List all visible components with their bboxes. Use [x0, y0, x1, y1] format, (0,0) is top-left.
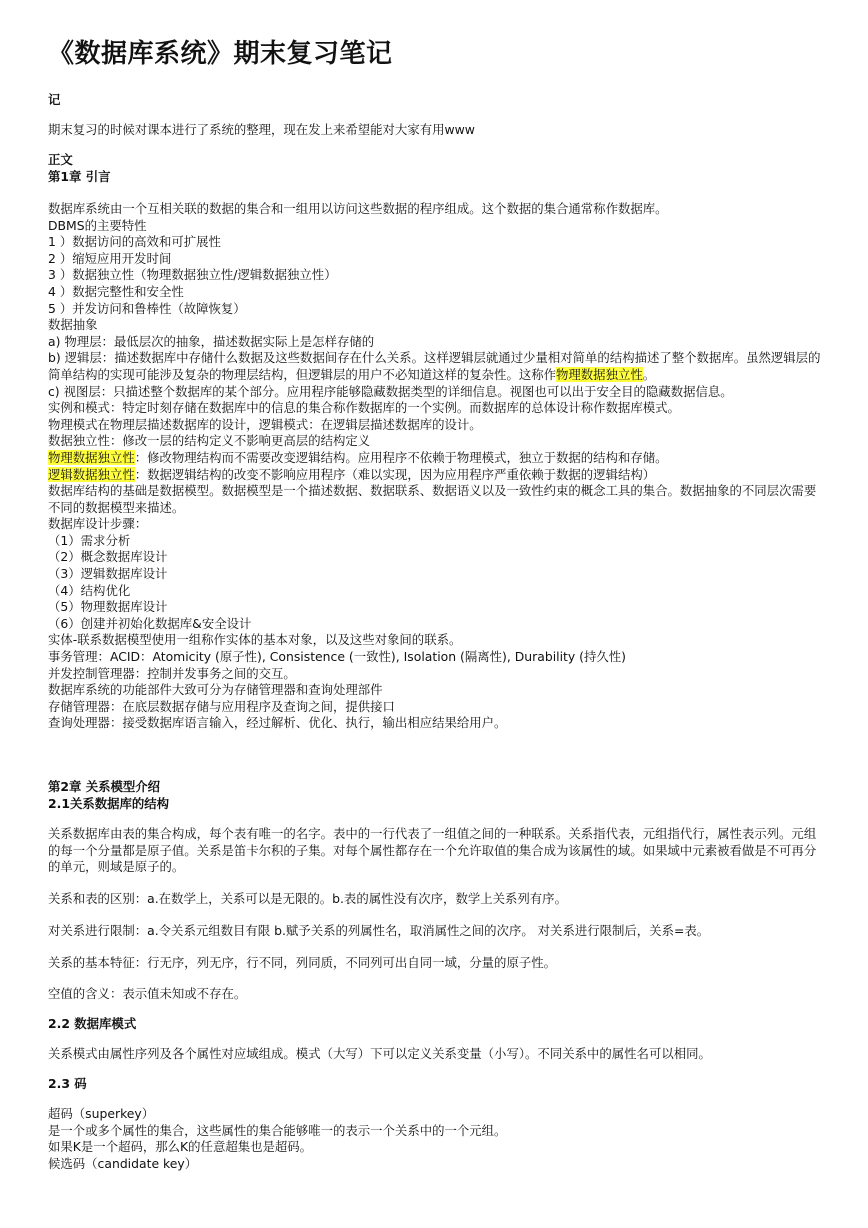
dbms-item: 1 ）数据访问的高效和可扩展性 — [48, 234, 221, 250]
null-meaning: 空值的含义：表示值未知或不存在。 — [48, 986, 247, 1001]
note-label: 记 — [48, 92, 61, 107]
schema-paragraph: 关系模式由属性序列及各个属性对应域组成。模式（大写）下可以定义关系变量（小写）。不同关系中的属性名可以相同。 — [48, 1046, 711, 1061]
storage-manager: 存储管理器：在底层数据存储与应用程序及查询之间，提供接口 — [48, 698, 395, 714]
dbms-item: 3 ）数据独立性（物理数据独立性/逻辑数据独立性） — [48, 267, 337, 283]
superkey-definition: 是一个或多个属性的集合，这些属性的集合能够唯一的表示一个关系中的一个元组。 — [48, 1122, 507, 1138]
relational-structure-paragraph: 关系数据库由表的集合构成，每个表有唯一的名字。表中的一行代表了一组值之间的一种联系。关系指代表，元组指代行，属性表示列。元组的每一个分量都是原子值。关系是笛卡尔积的子集。对每个属性都存在一个允许取值的集合成为该属性的域。如果域中元素被看做是不可再分的单元，则域是原子的。 — [48, 826, 817, 875]
section-2-1-heading: 2.1关系数据库的结构 — [48, 796, 170, 811]
candidate-key-title: 候选码（candidate key） — [48, 1155, 198, 1171]
superkey-title: 超码（superkey） — [48, 1106, 155, 1121]
abstraction-view: c) 视图层：只描述整个数据库的某个部分。应用程序能够隐藏数据类型的详细信息。视图也可以出于安全目的隐藏数据信息。 — [48, 383, 733, 399]
abstraction-physical: a) 物理层：最低层次的抽象，描述数据实际上是怎样存储的 — [48, 333, 375, 349]
physical-independence: 物理数据独立性：修改物理结构而不需要改变逻辑结构。应用程序不依赖于物理模式，独立于数据的结构和存储。 — [48, 449, 668, 465]
keys-content — [48, 1106, 822, 1172]
concurrency-control: 并发控制管理器：控制并发事务之间的交互。 — [48, 665, 296, 681]
system-components: 数据库系统的功能部件大致可分为存储管理器和查询处理部件 — [48, 682, 383, 698]
highlight-physical-term: 物理数据独立性 — [48, 449, 135, 465]
transaction-management: 事务管理：ACID：Atomicity (原子性), Consistence (一致性), Isolation (隔离性), Durability (持久性) — [48, 649, 626, 665]
design-step: （4）结构优化 — [48, 582, 131, 598]
dbms-title: DBMS的主要特性 — [48, 217, 147, 233]
physical-logical-schema: 物理模式在物理层描述数据库的设计，逻辑模式：在逻辑层描述数据库的设计。 — [48, 416, 482, 432]
query-processor: 查询处理器：接受数据库语言输入，经过解析、优化、执行，输出相应结果给用户。 — [48, 715, 507, 731]
superkey-superset: 如果K是一个超码，那么K的任意超集也是超码。 — [48, 1139, 313, 1155]
intro-text: 期末复习的时候对课本进行了系统的整理，现在发上来希望能对大家有用www — [48, 122, 475, 137]
highlight-physical-independence: 物理数据独立性 — [556, 366, 643, 382]
dbms-item: 2 ）缩短应用开发时间 — [48, 250, 172, 266]
relation-features: 关系的基本特征：行无序，列无序，行不同，列同质，不同列可出自同一域，分量的原子性。 — [48, 955, 557, 970]
section-2-3-heading: 2.3 码 — [48, 1076, 87, 1091]
chapter-1-content — [48, 201, 822, 732]
abstraction-logical: b) 逻辑层：描述数据库中存储什么数据及这些数据间存在什么关系。这样逻辑层就通过少量相对简单的结构描述了整个数据库。虽然逻辑层的简单结构的实现可能涉及复杂的物理层结构，但逻辑层的用户不必知道这样的复杂性。这称作物理数据独立性。 — [48, 350, 821, 382]
data-model: 数据库结构的基础是数据模型。数据模型是一个描述数据、数据联系、数据语义以及一致性约束的概念工具的集合。数据抽象的不同层次需要不同的数据模型来描述。 — [48, 483, 817, 515]
section-2-2-heading: 2.2 数据库模式 — [48, 1016, 137, 1031]
abstraction-title: 数据抽象 — [48, 317, 98, 333]
body-label: 正文 — [48, 152, 73, 167]
document-title: 《数据库系统》期末复习笔记 — [48, 39, 393, 69]
relation-constraints: 对关系进行限制：a.令关系元组数目有限 b.赋予关系的列属性名，取消属性之间的次序。 对关系进行限制后，关系=表。 — [48, 923, 710, 938]
highlight-logical-term: 逻辑数据独立性 — [48, 466, 135, 482]
chapter-1-heading: 第1章 引言 — [48, 169, 111, 184]
design-step: （3）逻辑数据库设计 — [48, 566, 168, 582]
relation-vs-table: 关系和表的区别：a.在数学上，关系可以是无限的。b.表的属性没有次序，数学上关系列有序。 — [48, 891, 567, 906]
db-definition: 数据库系统由一个互相关联的数据的集合和一组用以访问这些数据的程序组成。这个数据的集合通常称作数据库。 — [48, 201, 668, 216]
er-model: 实体-联系数据模型使用一组称作实体的基本对象，以及这些对象间的联系。 — [48, 632, 462, 648]
logical-independence: 逻辑数据独立性：数据逻辑结构的改变不影响应用程序（难以实现，因为应用程序严重依赖于数据的逻辑结构） — [48, 466, 656, 482]
dbms-item: 5 ）并发访问和鲁棒性（故障恢复） — [48, 300, 246, 316]
design-title: 数据库设计步骤： — [48, 516, 148, 532]
design-step: （1）需求分析 — [48, 532, 131, 548]
instance-schema: 实例和模式：特定时刻存储在数据库中的信息的集合称作数据库的一个实例。而数据库的总体设计称作数据库模式。 — [48, 400, 680, 416]
design-step: （5）物理数据库设计 — [48, 599, 168, 615]
design-step: （2）概念数据库设计 — [48, 549, 168, 565]
design-step: （6）创建并初始化数据库&安全设计 — [48, 615, 252, 631]
dbms-item: 4 ）数据完整性和安全性 — [48, 283, 184, 299]
chapter-2-heading: 第2章 关系模型介绍 — [48, 779, 161, 794]
data-independence: 数据独立性：修改一层的结构定义不影响更高层的结构定义 — [48, 433, 371, 449]
